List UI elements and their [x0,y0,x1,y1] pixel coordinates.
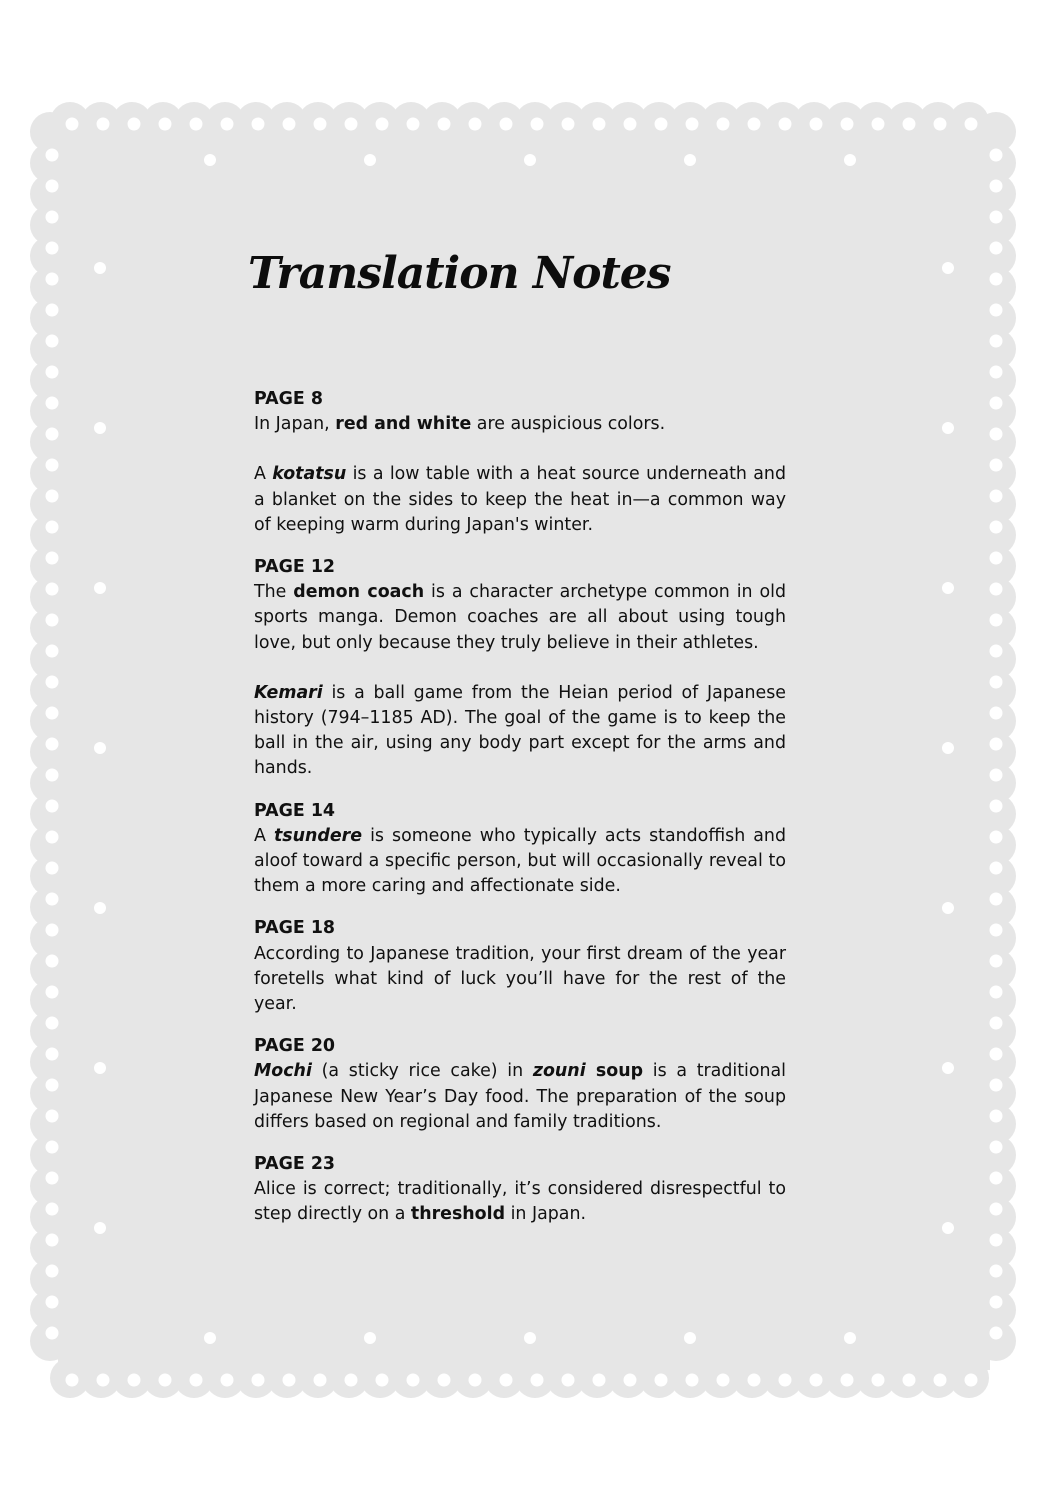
lace-hole [990,273,1003,286]
lace-hole [562,1374,575,1387]
lace-hole [46,1017,59,1030]
lace-hole [221,1374,234,1387]
lace-hole [990,1296,1003,1309]
lace-hole [128,1374,141,1387]
section-heading: PAGE 14 [254,800,336,821]
lace-dot [684,154,696,166]
lace-hole [990,1079,1003,1092]
lace-hole [841,1374,854,1387]
lace-dot [844,1332,856,1344]
lace-hole [990,242,1003,255]
note-text: is a character archetype common in old sports manga. Demon coaches are all about using tough love, but only because they truly believe in their athletes. [254,582,787,653]
lace-hole [221,118,234,131]
lace-hole [717,1374,730,1387]
note-paragraph [254,462,786,538]
lace-hole [990,707,1003,720]
note-section [254,555,786,782]
lace-hole [655,118,668,131]
lace-hole [252,1374,265,1387]
lace-hole [990,180,1003,193]
lace-hole [159,118,172,131]
lace-hole [314,1374,327,1387]
lace-hole [990,645,1003,658]
lace-hole [903,1374,916,1387]
lace-hole [593,1374,606,1387]
lace-hole [97,1374,110,1387]
lace-hole [990,676,1003,689]
lace-hole [990,955,1003,968]
lace-hole [46,986,59,999]
lace-dot [942,742,954,754]
lace-hole [376,118,389,131]
lace-hole [314,118,327,131]
lace-dot [524,1332,536,1344]
section-heading: PAGE 23 [254,1154,336,1175]
lace-hole [128,118,141,131]
lace-hole [46,335,59,348]
lace-hole [46,149,59,162]
note-text: Alice is correct; traditionally, it’s considered disrespectful to step directly on a [254,1179,786,1225]
lace-hole [686,1374,699,1387]
lace-hole [872,1374,885,1387]
lace-hole [903,118,916,131]
lace-hole [46,1327,59,1340]
lace-hole [717,118,730,131]
lace-dot [942,1222,954,1234]
note-term: soup [585,1061,644,1082]
lace-hole [990,1172,1003,1185]
lace-hole [779,1374,792,1387]
lace-hole [66,1374,79,1387]
lace-hole [990,335,1003,348]
lace-hole [990,862,1003,875]
lace-dot [94,902,106,914]
note-paragraph [254,1059,786,1135]
lace-hole [46,893,59,906]
lace-hole [990,211,1003,224]
lace-hole [46,614,59,627]
lace-hole [990,521,1003,534]
lace-hole [624,118,637,131]
section-heading: PAGE 18 [254,918,336,939]
lace-hole [810,1374,823,1387]
note-text: is a low table with a heat source underneath and a blanket on the sides to keep the heat in—a common way of keeping warm during Japan's winter. [254,464,786,535]
lace-hole [965,118,978,131]
lace-hole [990,893,1003,906]
lace-dot [844,154,856,166]
note-section [254,916,786,1017]
note-term: demon coach [293,582,425,603]
lace-hole [748,118,761,131]
lace-hole [469,1374,482,1387]
lace-hole [990,614,1003,627]
lace-hole [46,490,59,503]
lace-hole [779,118,792,131]
note-section [254,387,786,538]
lace-hole [66,118,79,131]
lace-hole [934,118,947,131]
section-heading: PAGE 8 [254,389,323,409]
lace-hole [990,1048,1003,1061]
lace-hole [190,1374,203,1387]
lace-hole [46,211,59,224]
lace-hole [990,149,1003,162]
note-paragraph [254,1177,786,1227]
lace-hole [438,118,451,131]
note-term: Kemari [254,682,323,703]
lace-hole [46,1110,59,1123]
lace-hole [990,459,1003,472]
lace-hole [46,397,59,410]
lace-hole [990,831,1003,844]
lace-hole [469,118,482,131]
note-term: red and white [335,414,472,435]
note-term: tsundere [273,825,363,846]
lace-hole [46,1265,59,1278]
lace-hole [46,924,59,937]
note-paragraph [254,942,786,1018]
lace-hole [46,769,59,782]
lace-hole [562,118,575,131]
lace-hole [990,1110,1003,1123]
lace-hole [46,1048,59,1061]
lace-dot [94,1062,106,1074]
lace-hole [46,955,59,968]
lace-hole [46,273,59,286]
note-term: kotatsu [272,464,347,485]
lace-hole [46,459,59,472]
lace-hole [46,304,59,317]
lace-hole [748,1374,761,1387]
lace-dot [94,1222,106,1234]
note-paragraph [254,681,786,782]
lace-hole [990,769,1003,782]
lace-hole [593,118,606,131]
lace-dot [364,154,376,166]
lace-dot [684,1332,696,1344]
note-text: is a ball game from the Heian period of Japanese history (794–1185 AD). The goal of the game is to keep the ball in the air, using any body part except for the arms and hands. [254,682,786,779]
note-paragraph [254,412,786,437]
note-text: In Japan, [254,414,336,435]
lace-hole [655,1374,668,1387]
lace-hole [990,490,1003,503]
lace-hole [345,118,358,131]
note-section [254,1152,786,1228]
lace-hole [407,1374,420,1387]
lace-hole [46,552,59,565]
lace-hole [990,1265,1003,1278]
lace-dot [204,1332,216,1344]
lace-hole [686,118,699,131]
lace-hole [46,428,59,441]
lace-hole [624,1374,637,1387]
lace-dot [942,1062,954,1074]
lace-dot [94,742,106,754]
lace-hole [46,521,59,534]
note-text: is a traditional Japanese New Year’s Day food. The preparation of the soup differs based on regional and family traditions. [254,1061,787,1132]
section-heading: PAGE 20 [254,1036,336,1057]
lace-dot [204,154,216,166]
lace-hole [990,1141,1003,1154]
section-heading: PAGE 12 [254,557,336,578]
lace-hole [990,1234,1003,1247]
lace-hole [990,1327,1003,1340]
lace-hole [46,1234,59,1247]
lace-hole [46,676,59,689]
note-text: According to Japanese tradition, your first dream of the year foretells what kind of luck you’ll have for the rest of the year. [254,943,786,1015]
lace-hole [97,118,110,131]
lace-hole [990,738,1003,751]
lace-hole [407,118,420,131]
note-text: in Japan. [505,1204,586,1225]
lace-hole [376,1374,389,1387]
lace-hole [46,1141,59,1154]
lace-dot [94,422,106,434]
lace-hole [46,1203,59,1216]
lace-hole [159,1374,172,1387]
lace-hole [46,1172,59,1185]
lace-hole [841,118,854,131]
page-title: Translation Notes [248,248,671,299]
lace-hole [531,1374,544,1387]
lace-hole [990,552,1003,565]
lace-hole [46,180,59,193]
lace-hole [46,707,59,720]
lace-dot [942,262,954,274]
lace-hole [990,1017,1003,1030]
note-section [254,1034,786,1135]
lace-hole [46,366,59,379]
note-paragraph [254,824,786,900]
lace-hole [990,366,1003,379]
lace-hole [46,831,59,844]
lace-hole [500,118,513,131]
lace-hole [345,1374,358,1387]
lace-hole [46,1296,59,1309]
notes-body [254,387,786,1245]
lace-hole [990,924,1003,937]
lace-hole [810,118,823,131]
lace-hole [990,304,1003,317]
lace-hole [46,800,59,813]
lace-hole [990,397,1003,410]
lace-hole [990,1203,1003,1216]
note-term: zouni [532,1061,586,1082]
lace-dot [364,1332,376,1344]
lace-hole [872,118,885,131]
lace-hole [990,800,1003,813]
lace-hole [990,583,1003,596]
note-text: (a sticky rice cake) in [311,1061,533,1082]
lace-dot [524,154,536,166]
lace-hole [252,118,265,131]
note-text: is someone who typically acts standoffish and aloof toward a specific person, but will occasionally reveal to them a more caring and affectionate side. [254,825,786,897]
lace-hole [46,645,59,658]
note-text: A [254,825,274,846]
lace-dot [94,262,106,274]
lace-dot [942,582,954,594]
lace-hole [965,1374,978,1387]
note-term: threshold [410,1204,506,1225]
note-text: A [254,464,273,485]
note-text: The [254,582,294,603]
lace-hole [990,986,1003,999]
note-text: are auspicious colors. [471,414,666,435]
note-paragraph [254,580,786,656]
lace-hole [46,862,59,875]
note-section [254,799,786,900]
lace-hole [500,1374,513,1387]
lace-hole [190,118,203,131]
lace-hole [934,1374,947,1387]
lace-hole [46,242,59,255]
lace-hole [438,1374,451,1387]
lace-hole [283,118,296,131]
lace-hole [46,583,59,596]
lace-dot [942,902,954,914]
lace-hole [531,118,544,131]
lace-dot [94,582,106,594]
lace-hole [46,1079,59,1092]
lace-hole [990,428,1003,441]
lace-hole [283,1374,296,1387]
note-term: Mochi [254,1061,312,1082]
lace-dot [942,422,954,434]
lace-hole [46,738,59,751]
